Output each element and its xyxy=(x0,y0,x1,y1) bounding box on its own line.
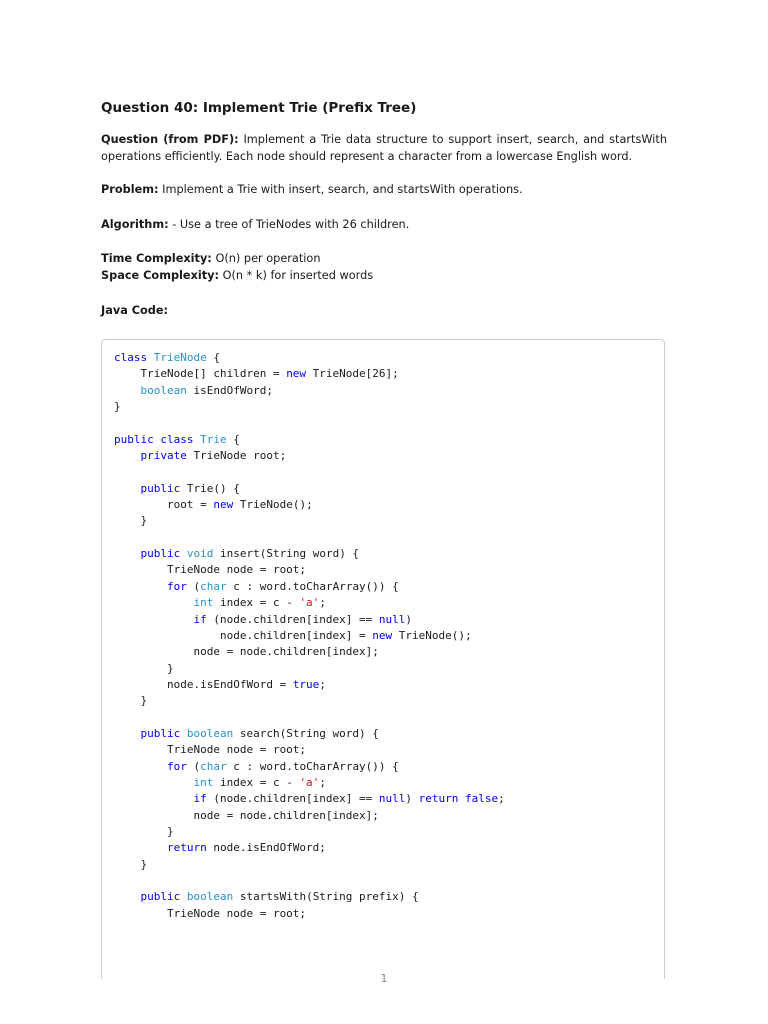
code-token: TrieNode(); xyxy=(233,498,313,512)
code-token: null xyxy=(378,612,406,626)
code-token: ; xyxy=(319,596,326,610)
code-token xyxy=(180,547,187,560)
code-token: public xyxy=(114,890,181,904)
code-token: } xyxy=(114,661,174,675)
code-token: (node.children[index] == xyxy=(206,612,379,626)
code-line xyxy=(114,563,306,576)
code-token: } xyxy=(114,400,121,414)
code-token: node.isEndOfWord = xyxy=(114,677,293,691)
code-token: c : word.toCharArray()) { xyxy=(226,579,399,593)
code-token: TrieNode(); xyxy=(392,628,472,642)
code-token: TrieNode root; xyxy=(186,449,287,463)
code-line xyxy=(114,629,472,642)
code-line xyxy=(114,776,326,789)
space-complexity-text: O(n * k) for inserted words xyxy=(222,269,374,282)
code-token: return xyxy=(418,792,459,806)
code-token: ( xyxy=(186,579,201,593)
question-label: Question (from PDF): xyxy=(101,133,239,146)
code-block xyxy=(101,339,665,979)
code-line xyxy=(114,841,326,854)
algorithm-label: Algorithm: xyxy=(101,218,169,231)
code-token: int xyxy=(114,596,214,610)
question-title: Question 40: Implement Trie (Prefix Tree) xyxy=(101,100,417,116)
code-token: TrieNode xyxy=(147,351,207,364)
code-line xyxy=(114,580,399,593)
code-token: void xyxy=(186,547,214,561)
code-line xyxy=(114,498,313,511)
code-token: null xyxy=(378,792,406,806)
code-line xyxy=(114,907,306,920)
code-token: TrieNode node = root; xyxy=(114,563,307,577)
code-token: if xyxy=(114,612,207,626)
code-token: node.isEndOfWord; xyxy=(206,841,326,855)
code-token: if xyxy=(114,792,207,806)
code-token: class xyxy=(114,351,148,364)
code-token: TrieNode[26]; xyxy=(306,367,399,381)
code-token: boolean xyxy=(186,726,234,740)
code-token: public xyxy=(114,432,154,446)
code-line xyxy=(114,449,286,462)
code-token: boolean xyxy=(114,383,187,397)
algorithm-text: - Use a tree of TrieNodes with 26 children. xyxy=(172,218,410,231)
code-token: index = c - xyxy=(213,775,300,789)
question-paragraph xyxy=(101,132,667,165)
code-token: ; xyxy=(498,792,505,806)
code-token: ( xyxy=(186,759,201,773)
code-line xyxy=(114,400,121,413)
code-token: node = node.children[index]; xyxy=(114,645,379,659)
code-token: c : word.toCharArray()) { xyxy=(226,759,399,773)
code-token: char xyxy=(200,759,227,773)
code-token: 'a' xyxy=(299,775,320,789)
page-number: 1 xyxy=(380,972,388,985)
code-token: for xyxy=(114,759,187,773)
time-complexity-label: Time Complexity: xyxy=(101,252,212,265)
code-token: return xyxy=(114,841,207,855)
code-token: public xyxy=(114,726,181,740)
code-line xyxy=(114,760,399,773)
problem-text: Implement a Trie with insert, search, and startsWith operations. xyxy=(162,183,523,196)
problem-label: Problem: xyxy=(101,183,159,196)
code-token: Trie xyxy=(193,432,227,446)
code-line xyxy=(114,514,147,527)
code-token: private xyxy=(114,449,187,463)
code-token: new xyxy=(372,628,393,642)
code-heading: Java Code: xyxy=(101,304,169,317)
code-line xyxy=(114,662,174,675)
code-token: (node.children[index] == xyxy=(206,792,379,806)
time-complexity-line xyxy=(101,251,667,268)
code-heading-line xyxy=(101,303,667,320)
problem-paragraph xyxy=(101,182,667,199)
code-token: char xyxy=(200,579,227,593)
code-token: startsWith(String prefix) { xyxy=(233,890,419,904)
code-token: } xyxy=(114,857,148,871)
code-token: Trie() { xyxy=(180,481,240,495)
space-complexity-label: Space Complexity: xyxy=(101,269,220,282)
code-line xyxy=(114,678,326,691)
code-token: insert(String word) { xyxy=(213,547,360,561)
algorithm-paragraph xyxy=(101,217,667,234)
code-token: TrieNode[] children = xyxy=(114,367,287,381)
java-code xyxy=(102,340,664,922)
code-line xyxy=(114,433,240,446)
code-token: isEndOfWord; xyxy=(186,383,273,397)
code-token: } xyxy=(114,514,148,528)
code-line xyxy=(114,367,399,380)
code-token: TrieNode node = root; xyxy=(114,743,307,757)
code-token: { xyxy=(226,432,240,446)
code-token: node = node.children[index]; xyxy=(114,808,379,822)
code-line xyxy=(114,809,379,822)
code-token: } xyxy=(114,824,174,838)
code-line xyxy=(114,858,147,871)
code-token: root = xyxy=(114,498,214,512)
code-line xyxy=(114,743,306,756)
code-token: boolean xyxy=(186,890,234,904)
code-line xyxy=(114,351,220,364)
code-line xyxy=(114,547,359,560)
code-token: ; xyxy=(319,677,326,691)
code-token xyxy=(180,727,187,740)
space-complexity-line xyxy=(101,268,667,285)
code-line xyxy=(114,645,379,658)
code-token: new xyxy=(286,367,307,381)
code-token xyxy=(180,890,187,903)
code-line xyxy=(114,384,273,397)
code-token: 'a' xyxy=(299,596,320,610)
code-token: public xyxy=(114,481,181,495)
code-line xyxy=(114,482,240,495)
code-line xyxy=(114,890,419,903)
code-token: true xyxy=(292,677,320,691)
code-token: ) xyxy=(405,792,419,806)
code-token: class xyxy=(160,432,194,446)
code-token: for xyxy=(114,579,187,593)
code-token: } xyxy=(114,694,148,708)
code-token: public xyxy=(114,547,181,561)
code-line xyxy=(114,596,326,609)
code-line xyxy=(114,694,147,707)
time-complexity-text: O(n) per operation xyxy=(215,252,321,265)
code-token: node.children[index] = xyxy=(114,628,373,642)
code-token: { xyxy=(206,351,220,364)
code-token: search(String word) { xyxy=(233,726,379,740)
code-token: ) xyxy=(405,612,413,626)
code-line xyxy=(114,727,379,740)
code-token: false xyxy=(465,792,499,806)
code-line xyxy=(114,613,412,626)
code-line xyxy=(114,792,505,805)
code-token: ; xyxy=(319,775,326,789)
code-token: TrieNode node = root; xyxy=(114,906,307,920)
code-token: new xyxy=(213,498,234,512)
code-token: int xyxy=(114,775,214,789)
question-text: Implement a Trie data structure to support insert, search, and startsWith operations efficiently. Each node should represent a character from a lowercase English word. xyxy=(101,133,667,163)
code-token: index = c - xyxy=(213,596,300,610)
code-line xyxy=(114,825,174,838)
